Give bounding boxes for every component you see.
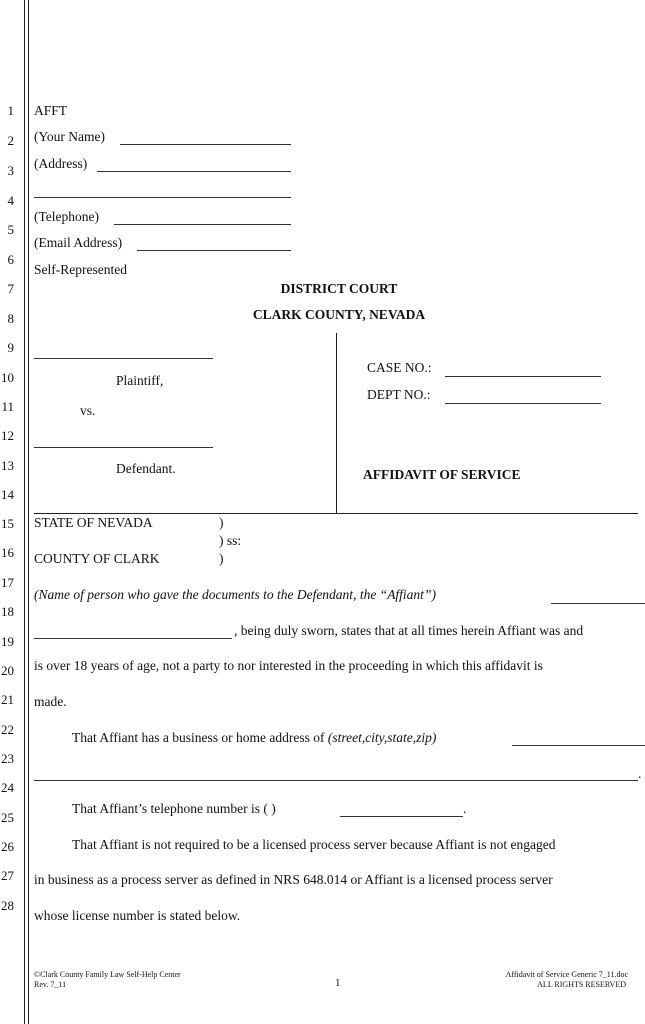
email-field[interactable]	[137, 250, 291, 251]
plaintiff-name-field[interactable]	[34, 358, 213, 359]
line-number: 11	[1, 399, 14, 414]
address-field-line2[interactable]	[34, 197, 291, 198]
age-statement: is over 18 years of age, not a party to nor interested in the proceeding in which this affidavit is	[34, 658, 543, 673]
address-statement-lead: That Affiant has a business or home address of	[72, 730, 325, 745]
dept-number-label: DEPT NO.:	[367, 387, 431, 402]
self-represented-label: Self-Represented	[34, 262, 127, 277]
venue-county: COUNTY OF CLARK	[34, 551, 160, 566]
license-statement-line2: in business as a process server as defined in NRS 648.014 or Affiant is a licensed process server	[34, 872, 553, 887]
margin-rule-left-inner	[28, 0, 29, 1024]
line-number: 15	[1, 516, 14, 531]
venue-state: STATE OF NEVADA	[34, 515, 153, 530]
affiant-name-prompt: (Name of person who gave the documents to the Defendant, the “Affiant”)	[34, 587, 436, 602]
caption-bottom-rule	[34, 513, 638, 514]
your-name-label: (Your Name)	[34, 129, 105, 144]
line-number: 21	[1, 692, 14, 707]
sworn-statement: , being duly sworn, states that at all times herein Affiant was and	[234, 623, 584, 638]
your-name-field[interactable]	[120, 144, 291, 145]
line-number: 7	[7, 281, 14, 296]
affiant-address-field-line2[interactable]	[34, 780, 638, 781]
document-title: AFFIDAVIT OF SERVICE	[363, 467, 521, 482]
address-period: .	[638, 766, 642, 781]
affiant-address-field[interactable]	[512, 745, 645, 746]
line-number: 14	[1, 487, 14, 502]
affiant-phone-field[interactable]	[340, 816, 463, 817]
defendant-name-field[interactable]	[34, 447, 213, 448]
address-statement	[72, 730, 436, 746]
line-number: 9	[7, 340, 14, 355]
defendant-label: Defendant.	[116, 461, 176, 476]
line-number: 26	[1, 839, 14, 854]
address-label: (Address)	[34, 156, 88, 171]
case-number-field[interactable]	[445, 376, 601, 377]
court-name: DISTRICT COURT	[280, 281, 398, 296]
line-number: 12	[1, 428, 14, 443]
line-number: 18	[1, 604, 14, 619]
line-number: 6	[7, 252, 14, 267]
footer-copyright: ©Clark County Family Law Self-Help Center	[34, 970, 181, 979]
doc-code: AFFT	[34, 103, 68, 118]
line-number: 20	[1, 663, 14, 678]
footer-rights: ALL RIGHTS RESERVED	[537, 980, 626, 989]
line-number: 4	[7, 193, 14, 208]
line-number: 13	[1, 458, 14, 473]
case-number-label: CASE NO.:	[367, 360, 432, 375]
plaintiff-label: Plaintiff,	[116, 373, 164, 388]
line-number: 2	[7, 133, 14, 148]
footer-revision: Rev. 7_11	[34, 980, 67, 989]
court-county: CLARK COUNTY, NEVADA	[252, 307, 426, 322]
affiant-name-field-line2[interactable]	[34, 638, 232, 639]
address-field[interactable]	[97, 171, 291, 172]
license-statement-line3: whose license number is stated below.	[34, 908, 241, 923]
line-number: 19	[1, 634, 14, 649]
telephone-field[interactable]	[114, 224, 291, 225]
line-number: 17	[1, 575, 14, 590]
address-hint: (street,city,state,zip)	[327, 730, 437, 745]
page-number: 1	[335, 977, 341, 989]
line-number: 23	[1, 751, 14, 766]
line-number: 16	[1, 545, 14, 560]
caption-divider	[336, 333, 337, 513]
phone-statement: That Affiant’s telephone number is ( )	[72, 801, 276, 816]
line-number: 5	[7, 222, 14, 237]
line-number: 1	[7, 103, 14, 118]
venue-paren: )	[219, 551, 224, 566]
line-number: 3	[7, 163, 14, 178]
license-statement-line1: That Affiant is not required to be a licensed process server because Affiant is not engaged	[72, 837, 556, 852]
line-number: 28	[1, 898, 14, 913]
made-text: made.	[34, 694, 67, 709]
venue-ss: ) ss:	[219, 533, 242, 548]
line-number: 25	[1, 810, 14, 825]
line-number: 10	[1, 370, 14, 385]
footer-filename: Affidavit of Service Generic 7_11.doc	[505, 970, 628, 979]
venue-paren: )	[219, 515, 224, 530]
affiant-name-field[interactable]	[551, 603, 645, 604]
line-number: 24	[1, 780, 14, 795]
email-label: (Email Address)	[34, 235, 123, 250]
dept-number-field[interactable]	[445, 403, 601, 404]
line-number: 27	[1, 868, 14, 883]
line-number: 22	[1, 722, 14, 737]
phone-period: .	[463, 801, 467, 816]
line-number: 8	[7, 311, 14, 326]
telephone-label: (Telephone)	[34, 209, 100, 224]
versus-label: vs.	[80, 403, 96, 418]
margin-rule-left-outer	[24, 0, 25, 1024]
